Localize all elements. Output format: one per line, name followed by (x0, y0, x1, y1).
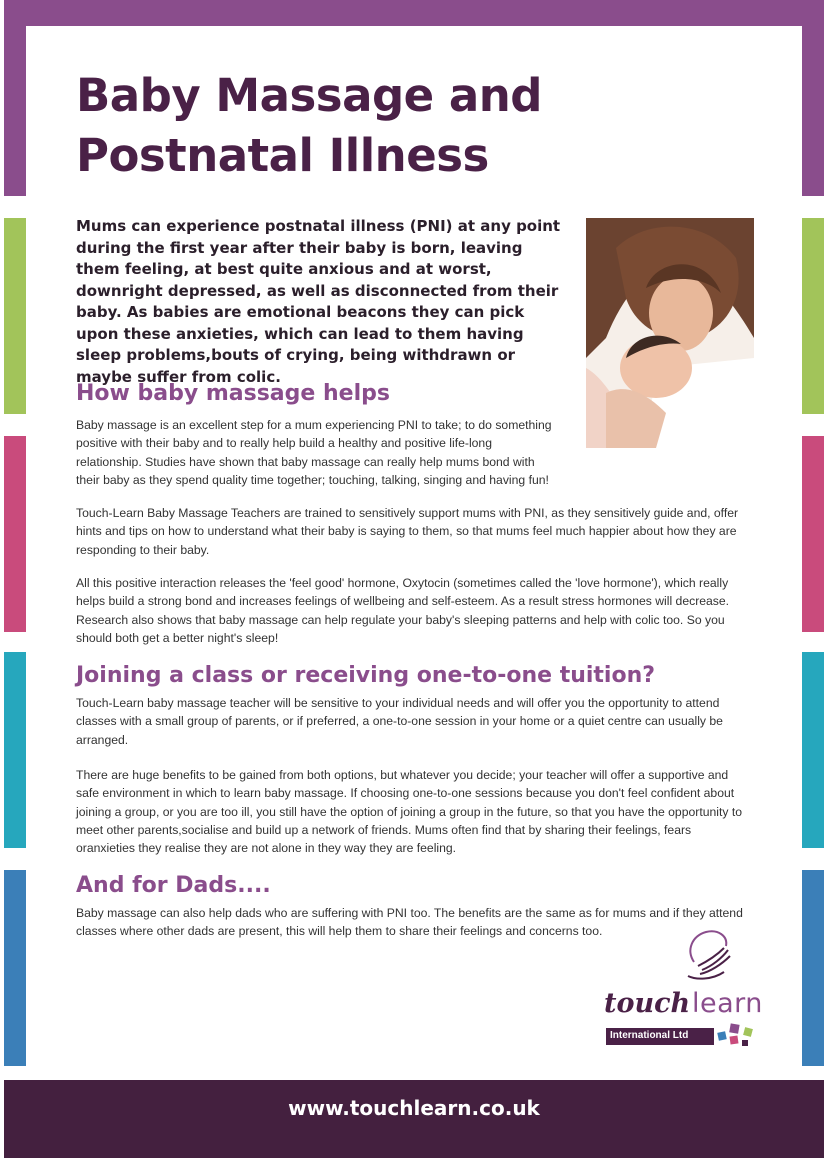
title-line-2: Postnatal Illness (76, 129, 489, 182)
touchlearn-logo (576, 922, 766, 1052)
heading-and-for-dads: And for Dads.... (76, 873, 271, 898)
intro-paragraph: Mums can experience postnatal illness (PNI) at any point during the first year after their baby is born, leaving them feeling, at best quite anxious and at worst, downright depressed, as well as disconnected from their baby. As babies are emotional beacons they can pick upon these anxieties, which can lead to them having sleep problems,bouts of crying, being withdrawn or maybe suffer from colic. (76, 217, 561, 386)
logo-subtitle: International Ltd (610, 1030, 689, 1041)
title-line-1: Baby Massage and (76, 69, 542, 122)
page (4, 0, 824, 1158)
right-band-pink (802, 436, 824, 632)
logo-touch-text: touch (604, 988, 691, 1019)
helps-paragraph-1: Baby massage is an excellent step for a mum experiencing PNI to take; to do something positive with their baby and to really help build a healthy and positive life-long relationship. Studies have shown that baby massage can really help mums bond with their baby as they spend quality time together; touching, talking, singing and having fun! (76, 418, 552, 487)
dads-paragraph: Baby massage can also help dads who are suffering with PNI too. The benefits are the same as for mums and if they attend classes where other dads are present, this will help them to share their feelings and concerns too. (76, 906, 743, 939)
helps-paragraph-2: Touch-Learn Baby Massage Teachers are trained to sensitively support mums with PNI, as they sensitively guide and, offer hints and tips on how to understand what their baby is saying to them, so that mums feel much happier about how they are responding to their baby. (76, 506, 739, 557)
helps-paragraph-3: All this positive interaction releases the 'feel good' hormone, Oxytocin (sometimes called the 'love hormone'), which really helps build a strong bond and increases feelings of wellbeing and self-esteem. As a result stress hormones will decrease. Research also shows that baby massage can help regulate your baby's sleeping patterns and help with colic too. So you should both get a better night's sleep! (76, 576, 730, 645)
left-band-purple (4, 0, 26, 196)
left-band-green (4, 218, 26, 414)
mother-baby-image (586, 218, 754, 448)
joining-paragraph-1: Touch-Learn baby massage teacher will be sensitive to your individual needs and will offer you the opportunity to attend classes with a small group of parents, or if preferred, a one-to-one session in your home or a quiet centre can usually be arranged. (76, 696, 723, 747)
right-band-purple (802, 0, 824, 196)
left-band-pink (4, 436, 26, 632)
mother-baby-photo (586, 218, 754, 448)
heading-how-baby-massage-helps: How baby massage helps (76, 381, 390, 406)
left-band-teal (4, 652, 26, 848)
right-band-green (802, 218, 824, 414)
hands-icon (576, 922, 766, 992)
left-band-blue (4, 870, 26, 1066)
logo-learn-text: learn (692, 988, 763, 1019)
right-band-blue (802, 870, 824, 1066)
footer-website-url[interactable]: www.touchlearn.co.uk (288, 1096, 540, 1120)
top-band (4, 0, 824, 26)
joining-paragraph-2: There are huge benefits to be gained from both options, but whatever you decide; your teacher will offer a supportive and safe environment in which to learn baby massage. If choosing one-to-one sessions because you don't feel confident about joining a group, or you are too ill, you still have the option of joining a group in the future, so that you have the opportunity to meet other parents,socialise and build up a network of friends. Mums often find that by sharing their feelings, fears oranxieties they realise they are not alone in they way they are feeling. (76, 768, 743, 856)
footer-bar (4, 1080, 824, 1158)
right-band-teal (802, 652, 824, 848)
page-title (76, 66, 542, 186)
heading-joining-a-class: Joining a class or receiving one-to-one tuition? (76, 663, 656, 688)
logo-squares-icon (716, 1020, 766, 1050)
